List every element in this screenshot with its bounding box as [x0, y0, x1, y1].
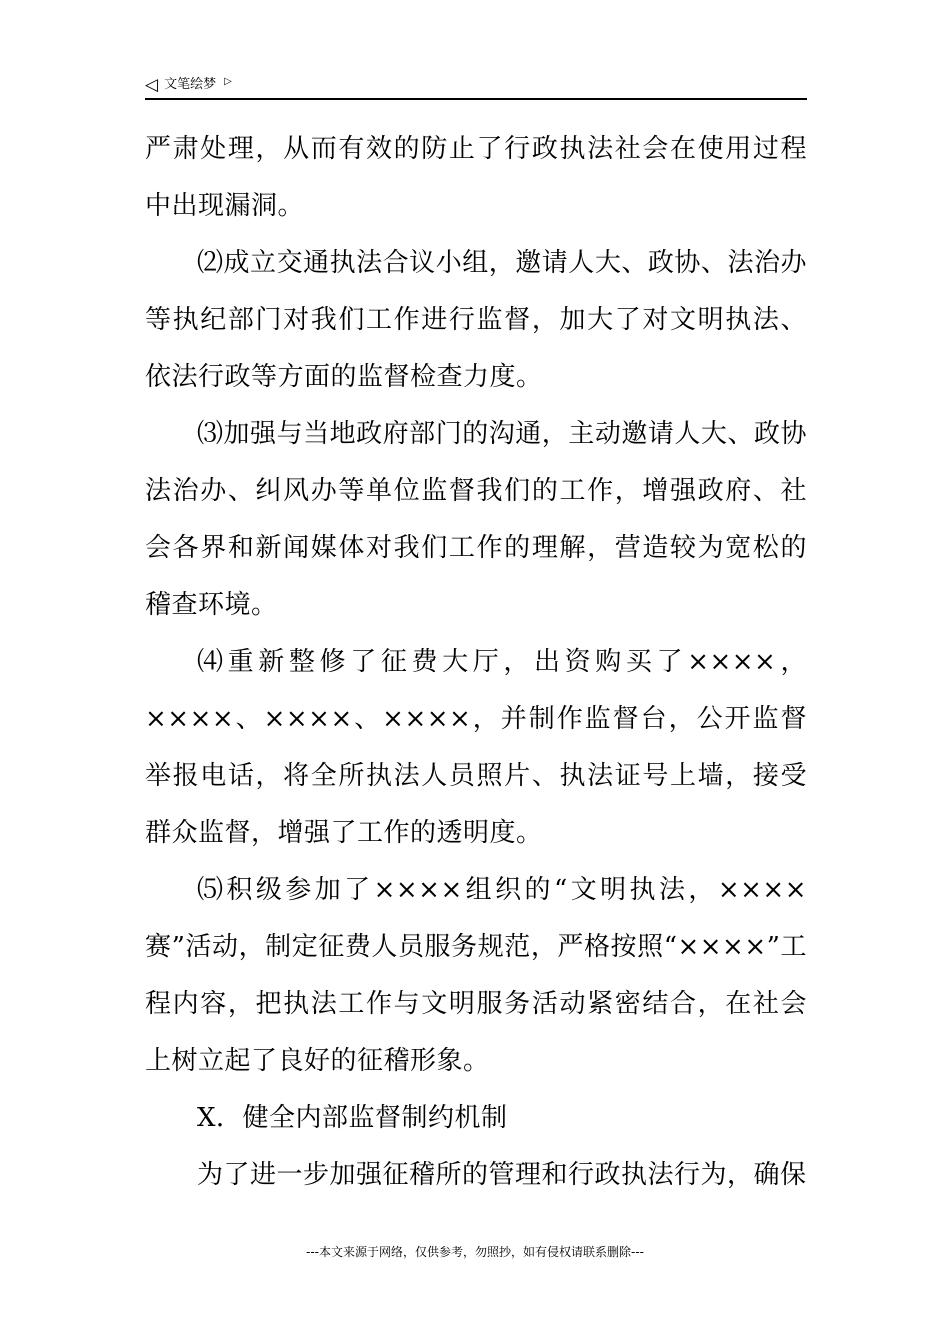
right-triangle-icon: ▷	[224, 76, 232, 87]
document-body	[145, 121, 807, 1204]
page-footer: ---本文来源于网络，仅供参考，勿照抄，如有侵权请联系删除---	[306, 1245, 644, 1259]
paragraph-2: ⑵成立交通执法合议小组，邀请人大、政协、法治办等执纪部门对我们工作进行监督，加大了对文明执法、依法行政等方面的监督检查力度。	[145, 248, 807, 392]
paragraph-3: ⑶加强与当地政府部门的沟通，主动邀请人大、政协法治办、纠风办等单位监督我们的工作，增强政府、社会各界和新闻媒体对我们工作的理解，营造较为宽松的稽查环境。	[145, 419, 807, 620]
header-brand: 文笔绘梦	[164, 77, 217, 92]
paragraph-1: 严肃处理，从而有效的防止了行政执法社会在使用过程中出现漏洞。	[145, 134, 807, 221]
left-triangle-icon: ◁	[145, 75, 159, 95]
page-header	[145, 72, 807, 100]
paragraph-6: 为了进一步加强征稽所的管理和行政执法行为，确保	[197, 1160, 807, 1190]
paragraph-4: ⑷重新整修了征费大厅，出资购买了××××，××××、××××、××××，并制作监督台，公开监督举报电话，将全所执法人员照片、执法证号上墙，接受群众监督，增强了工作的透明度。	[145, 647, 807, 848]
section-heading: X．健全内部监督制约机制	[197, 1103, 508, 1133]
paragraph-5: ⑸积级参加了××××组织的“文明执法，××××赛”活动，制定征费人员服务规范，严格按照“××××”工程内容，把执法工作与文明服务活动紧密结合，在社会上树立起了良好的征稽形象。	[145, 875, 807, 1076]
